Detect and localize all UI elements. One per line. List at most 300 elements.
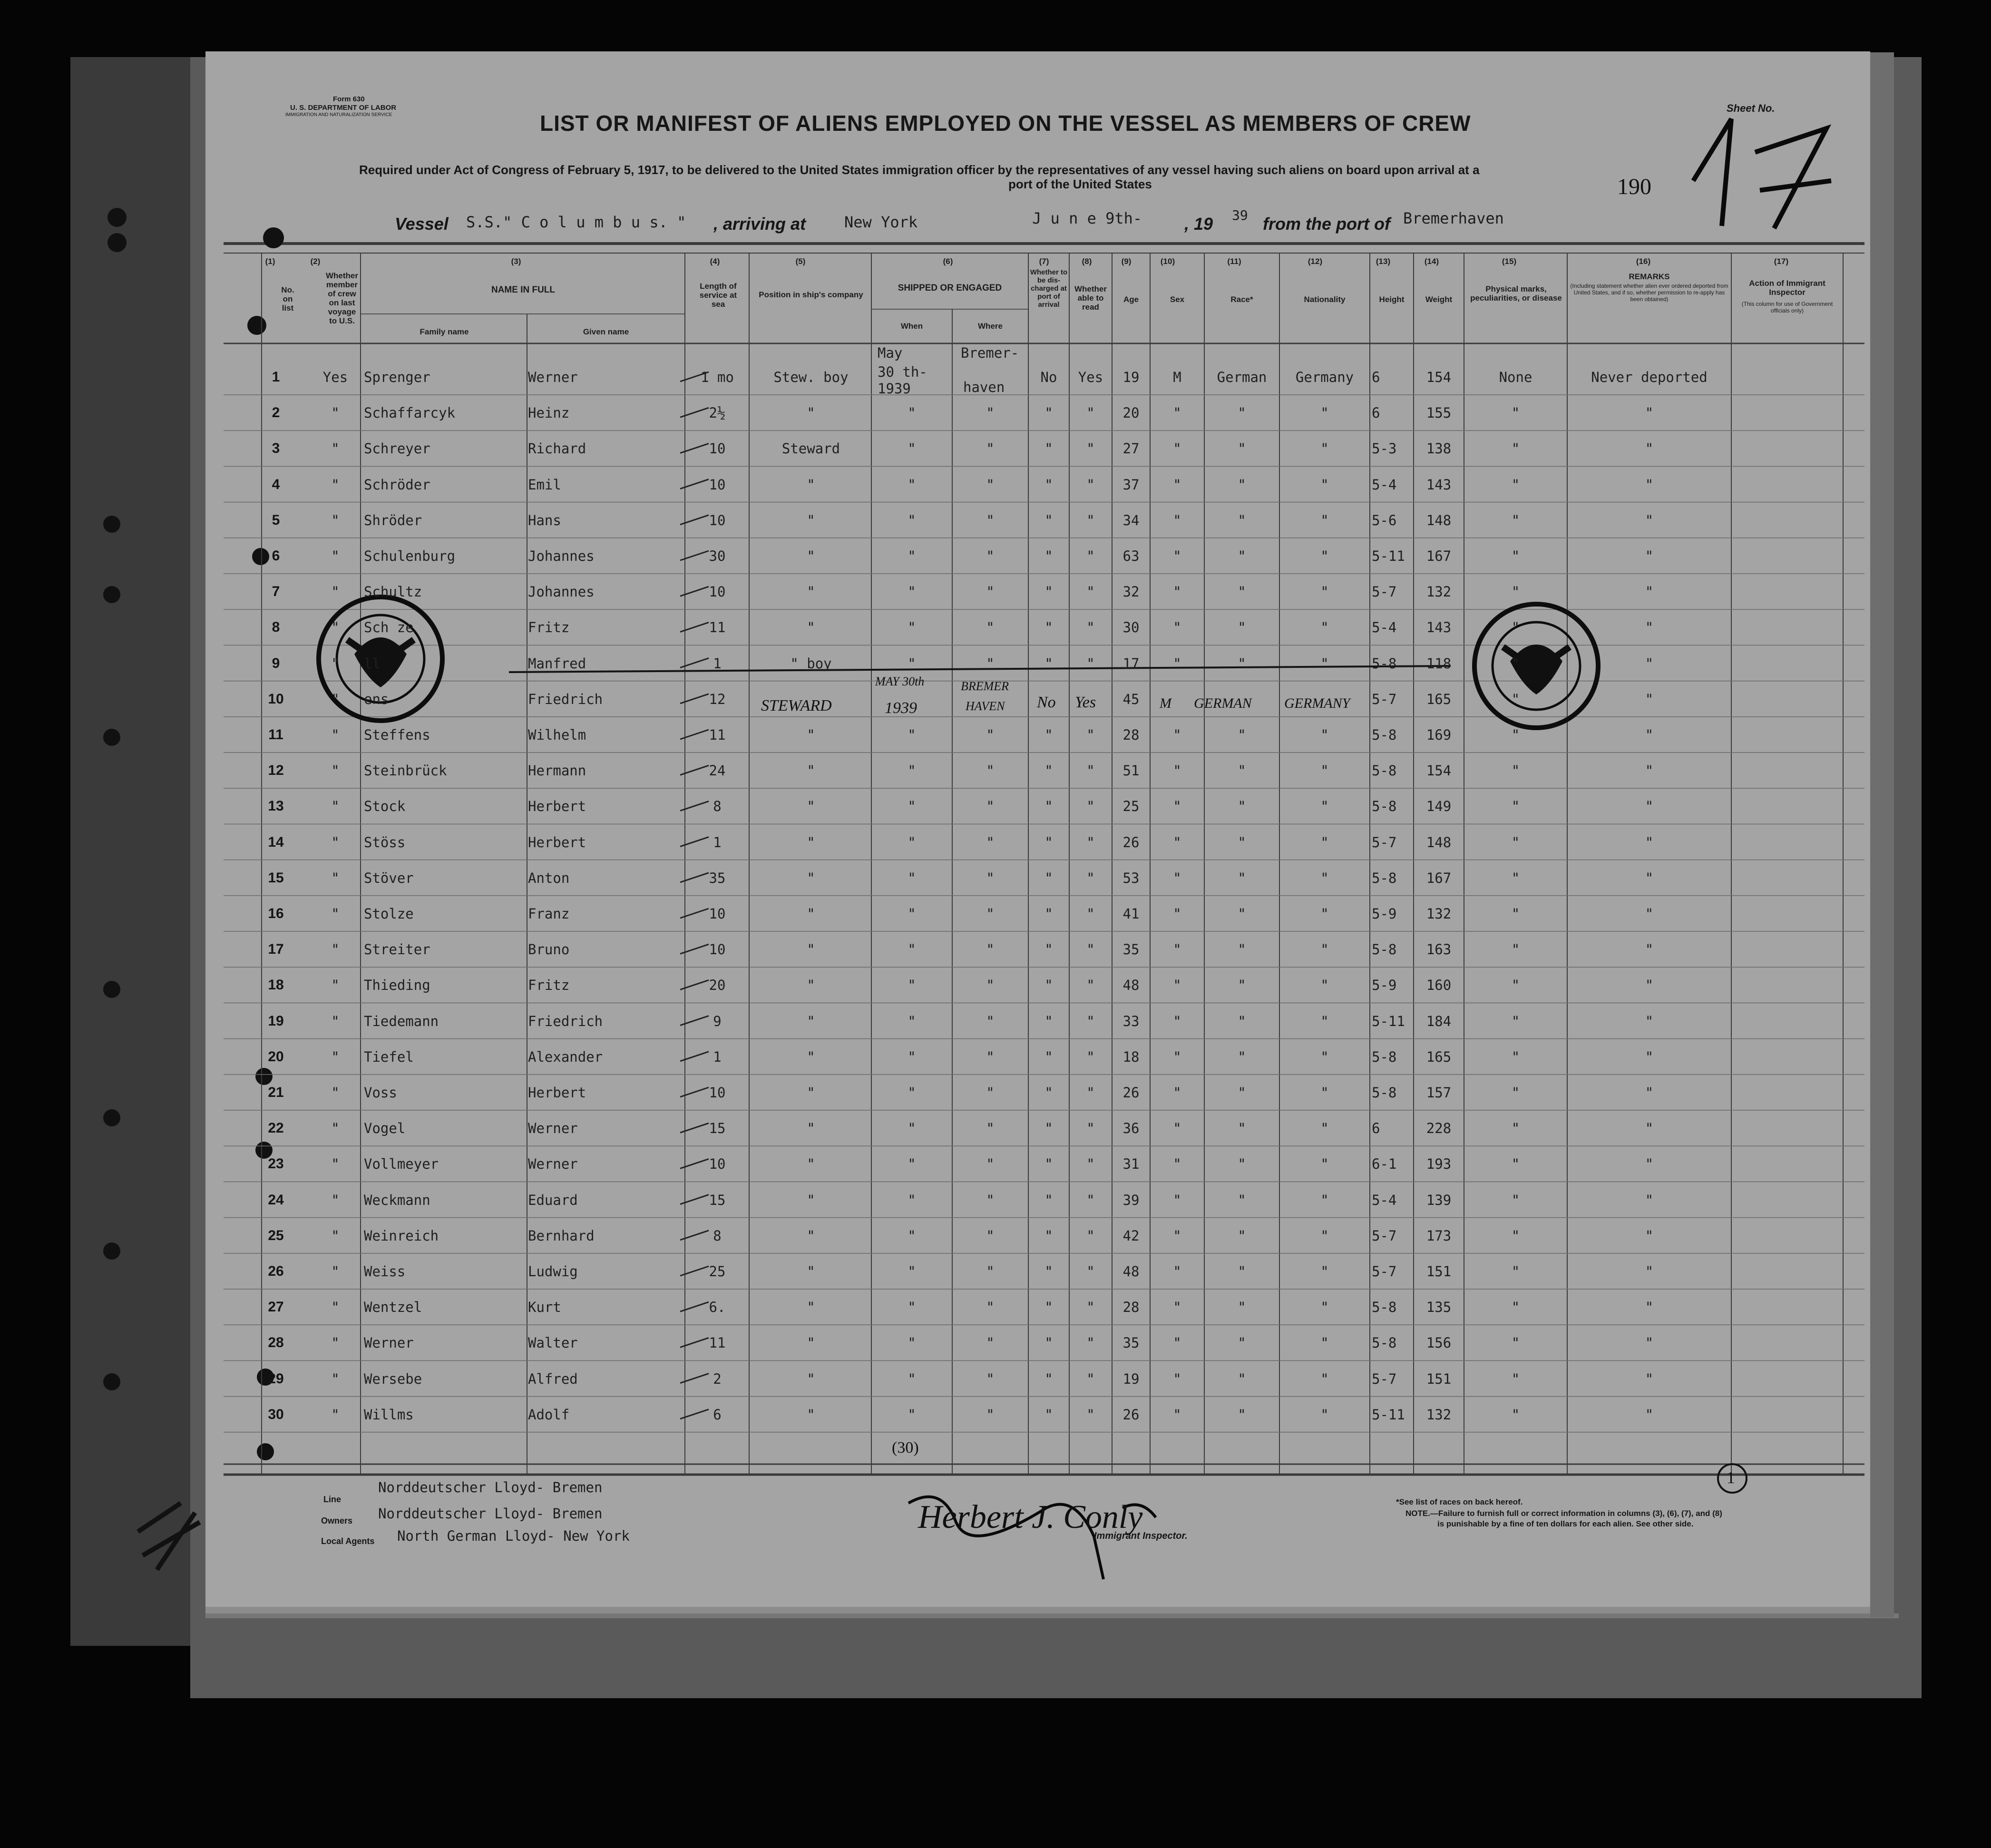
age-cell: 45 (1122, 691, 1140, 707)
weight-cell: 143 (1426, 476, 1452, 493)
marks-cell: None (1499, 369, 1532, 385)
row-number: 26 (268, 1263, 284, 1279)
discharged-cell: " (1044, 834, 1053, 851)
read-cell: " (1086, 727, 1095, 743)
remarks-cell: " (1645, 727, 1654, 743)
family-name-cell: Tiedemann (364, 1013, 439, 1029)
height-cell: 5-8 (1372, 763, 1397, 779)
height-cell: 5-7 (1372, 1263, 1397, 1280)
read-cell: " (1086, 1085, 1095, 1101)
position-cell: " (807, 727, 815, 743)
sex-cell: " (1173, 476, 1181, 493)
crew-cell: " (331, 977, 340, 994)
row-number: 30 (268, 1406, 284, 1422)
where-cell: " (986, 584, 995, 600)
where-cell: " (986, 1085, 995, 1101)
crew-cell: " (331, 1227, 340, 1244)
sex-cell: " (1173, 906, 1181, 922)
family-name-cell: Schröder (364, 476, 430, 493)
family-name-cell: Steffens (364, 727, 430, 743)
marks-cell: " (1511, 1192, 1520, 1208)
read-cell: " (1086, 906, 1095, 922)
read-cell: " (1086, 1335, 1095, 1351)
height-cell: 5-3 (1372, 440, 1397, 457)
discharged-cell: No (1040, 369, 1057, 385)
sex-cell: " (1173, 1192, 1181, 1208)
service-cell: 11 (709, 1335, 726, 1351)
when-cell: " (908, 1085, 916, 1101)
weight-cell: 193 (1426, 1156, 1452, 1173)
row-number: 28 (268, 1335, 284, 1351)
where-cell: " (986, 476, 995, 493)
column-number: (2) (310, 257, 321, 266)
read-cell: " (1086, 476, 1095, 493)
service-cell: 35 (709, 870, 726, 886)
agents-value: North German Lloyd- New York (397, 1528, 630, 1544)
age-cell: 33 (1122, 1013, 1140, 1029)
row-number: 13 (268, 798, 284, 814)
remarks-cell: Never deported (1591, 369, 1708, 385)
where-cell: " (986, 834, 995, 851)
nationality-cell: " (1320, 870, 1329, 886)
service-cell: 6. (709, 1299, 726, 1316)
family-name-cell: Stock (364, 798, 406, 815)
weight-cell: 132 (1426, 1406, 1452, 1423)
race-cell: " (1238, 405, 1246, 421)
row-number: 12 (268, 763, 284, 779)
age-cell: 35 (1122, 941, 1140, 958)
sex-cell: " (1173, 1299, 1181, 1316)
col-header-age: Age (1123, 295, 1139, 304)
height-cell: 5-11 (1372, 1406, 1405, 1423)
row-number: 20 (268, 1048, 284, 1065)
marks-cell: " (1511, 1406, 1520, 1423)
given-name-cell: Herbert (528, 834, 586, 851)
manifest-title: LIST OR MANIFEST OF ALIENS EMPLOYED ON THE VESSEL AS MEMBERS OF CREW (540, 111, 1471, 136)
given-name-cell: Walter (528, 1335, 578, 1351)
weight-cell: 155 (1426, 405, 1452, 421)
column-number: (12) (1308, 257, 1323, 266)
discharged-cell: " (1044, 1192, 1053, 1208)
remarks-cell: " (1645, 405, 1654, 421)
service-label: IMMIGRATION AND NATURALIZATION SERVICE (285, 112, 392, 117)
read-cell: " (1086, 584, 1095, 600)
age-cell: 26 (1122, 1406, 1140, 1423)
discharged-cell: " (1044, 1227, 1053, 1244)
row10-discharged: No (1037, 694, 1056, 711)
service-cell: 8 (713, 798, 722, 815)
discharged-cell: " (1044, 1156, 1053, 1173)
service-cell: 2½ (709, 405, 726, 421)
given-name-cell: Johannes (528, 548, 595, 564)
crew-cell: " (331, 655, 340, 672)
weight-cell: 132 (1426, 584, 1452, 600)
year-prefix: , 19 (1184, 214, 1213, 234)
col-header-where: Where (978, 322, 1003, 331)
discharged-cell: " (1044, 941, 1053, 958)
where-cell: " (986, 798, 995, 815)
where-cell: " (986, 1299, 995, 1316)
row-number: 5 (272, 512, 280, 528)
column-number: (3) (511, 257, 521, 266)
weight-cell: 157 (1426, 1085, 1452, 1101)
when-cell: " (908, 1263, 916, 1280)
row-number: 19 (268, 1013, 284, 1029)
read-cell: " (1086, 1013, 1095, 1029)
discharged-cell: " (1044, 763, 1053, 779)
position-cell: " (807, 1192, 815, 1208)
service-cell: 1 (713, 1048, 722, 1065)
col-header-discharged: Whether to be dis-charged at port of arrival (1030, 268, 1068, 309)
crew-cell: " (331, 405, 340, 421)
row10-where-top: BREMER (961, 679, 1009, 693)
circled-page-number: 1 (1727, 1468, 1735, 1487)
crew-cell: " (331, 1120, 340, 1137)
remarks-cell: " (1645, 476, 1654, 493)
nationality-cell: " (1320, 619, 1329, 636)
crew-cell: " (331, 763, 340, 779)
remarks-cell: " (1645, 1156, 1654, 1173)
service-cell: 11 (709, 727, 726, 743)
crew-cell: " (331, 1048, 340, 1065)
family-name-cell: Schulenburg (364, 548, 456, 564)
weight-cell: 173 (1426, 1227, 1452, 1244)
nationality-cell: " (1320, 512, 1329, 528)
where-cell: " (986, 440, 995, 457)
remarks-cell: " (1645, 584, 1654, 600)
age-cell: 19 (1122, 369, 1140, 385)
row-number: 8 (272, 619, 280, 636)
sex-cell: " (1173, 440, 1181, 457)
when-cell: " (908, 1227, 916, 1244)
position-cell: " (807, 1370, 815, 1387)
race-cell: " (1238, 440, 1246, 457)
vessel-label: Vessel (395, 214, 449, 234)
weight-cell: 149 (1426, 798, 1452, 815)
height-cell: 5-8 (1372, 1299, 1397, 1316)
service-cell: 10 (709, 1156, 726, 1173)
family-name-cell: Sprenger (364, 369, 430, 385)
when-cell: " (908, 655, 916, 672)
col-header-action: Action of Immigrant Inspector (1749, 279, 1825, 297)
family-name-cell: Tiefel (364, 1048, 414, 1065)
when-cell: " (908, 763, 916, 779)
race-cell: " (1238, 727, 1246, 743)
weight-cell: 163 (1426, 941, 1452, 958)
position-cell: Steward (781, 440, 840, 457)
nationality-cell: " (1320, 906, 1329, 922)
given-name-cell: Richard (528, 440, 586, 457)
family-name-cell: Shröder (364, 512, 422, 528)
remarks-cell: " (1645, 1370, 1654, 1387)
discharged-cell: " (1044, 1263, 1053, 1280)
given-name-cell: Werner (528, 1156, 578, 1173)
family-name-cell: Werner (364, 1335, 414, 1351)
weight-cell: 118 (1426, 655, 1452, 672)
discharged-cell: " (1044, 440, 1053, 457)
race-cell: German (1217, 369, 1267, 385)
read-cell: " (1086, 548, 1095, 564)
race-cell: " (1238, 655, 1246, 672)
race-cell: " (1238, 1370, 1246, 1387)
sex-cell: " (1173, 1335, 1181, 1351)
age-cell: 20 (1122, 405, 1140, 421)
nationality-cell: " (1320, 977, 1329, 994)
remarks-cell: " (1645, 512, 1654, 528)
age-cell: 32 (1122, 584, 1140, 600)
service-cell: 30 (709, 548, 726, 564)
sex-cell: " (1173, 1120, 1181, 1137)
sex-cell: " (1173, 1370, 1181, 1387)
remarks-cell: " (1645, 1335, 1654, 1351)
when-cell: " (908, 1335, 916, 1351)
given-name-cell: Manfred (528, 655, 586, 672)
crew-cell: " (331, 1156, 340, 1173)
read-cell: " (1086, 405, 1095, 421)
where-cell: " (986, 763, 995, 779)
position-cell: " (807, 1299, 815, 1316)
weight-cell: 167 (1426, 548, 1452, 564)
service-cell: 10 (709, 906, 726, 922)
remarks-cell: " (1645, 977, 1654, 994)
when-cell: " (908, 870, 916, 886)
row10-when-bot: 1939 (885, 699, 917, 717)
year-suffix: 39 (1232, 207, 1248, 223)
age-cell: 27 (1122, 440, 1140, 457)
where-cell: " (986, 1120, 995, 1137)
read-cell: " (1086, 655, 1095, 672)
discharged-cell: " (1044, 798, 1053, 815)
discharged-cell: " (1044, 405, 1053, 421)
weight-cell: 143 (1426, 619, 1452, 636)
nationality-cell: " (1320, 1263, 1329, 1280)
weight-cell: 148 (1426, 834, 1452, 851)
crew-cell: " (331, 619, 340, 636)
discharged-cell: " (1044, 1335, 1053, 1351)
when-cell: " (908, 906, 916, 922)
row-number: 6 (272, 548, 280, 564)
column-number: (5) (795, 257, 806, 266)
read-cell: " (1086, 941, 1095, 958)
sex-cell: " (1173, 798, 1181, 815)
marks-cell: " (1511, 619, 1520, 636)
race-cell: " (1238, 834, 1246, 851)
column-number: (15) (1502, 257, 1517, 266)
position-cell: " (807, 870, 815, 886)
when-cell: " (908, 727, 916, 743)
height-cell: 6 (1372, 369, 1380, 385)
sex-cell: " (1173, 727, 1181, 743)
row-number: 25 (268, 1227, 284, 1243)
row1-when-bot: 1939 (878, 381, 911, 397)
marks-cell: " (1511, 1227, 1520, 1244)
marks-cell: " (1511, 405, 1520, 421)
column-number: (10) (1160, 257, 1175, 266)
service-cell: 20 (709, 977, 726, 994)
height-cell: 5-8 (1372, 1335, 1397, 1351)
when-cell: " (908, 512, 916, 528)
crew-cell: " (331, 1299, 340, 1316)
sex-cell: " (1173, 834, 1181, 851)
height-cell: 5-8 (1372, 1085, 1397, 1101)
read-cell: " (1086, 1299, 1095, 1316)
service-cell: 2 (713, 1370, 722, 1387)
read-cell: " (1086, 1227, 1095, 1244)
weight-cell: 167 (1426, 870, 1452, 886)
nationality-cell: " (1320, 405, 1329, 421)
family-name-cell: Voss (364, 1085, 397, 1101)
row10-when-top: MAY 30th (875, 675, 925, 688)
column-number: (8) (1082, 257, 1092, 266)
when-cell: " (908, 1370, 916, 1387)
read-cell: " (1086, 619, 1095, 636)
crew-cell: " (331, 870, 340, 886)
owners-value: Norddeutscher Lloyd- Bremen (378, 1506, 603, 1522)
discharged-cell: " (1044, 512, 1053, 528)
remarks-cell: " (1645, 1013, 1654, 1029)
race-cell: " (1238, 1299, 1246, 1316)
when-cell: " (908, 619, 916, 636)
when-cell: " (908, 1192, 916, 1208)
marks-cell: " (1511, 440, 1520, 457)
race-cell: " (1238, 1013, 1246, 1029)
discharged-cell: " (1044, 1085, 1053, 1101)
column-number: (4) (710, 257, 720, 266)
race-cell: " (1238, 548, 1246, 564)
col-header-crew: Whether member of crew on last voyage to U.S. (326, 271, 358, 325)
age-cell: 35 (1122, 1335, 1140, 1351)
family-name-cell: Schultz (364, 584, 422, 600)
service-cell: 11 (709, 619, 726, 636)
service-cell: 10 (709, 1085, 726, 1101)
form-number: Form 630 (333, 95, 365, 103)
column-number: (7) (1039, 257, 1049, 266)
when-cell: " (908, 548, 916, 564)
age-cell: 37 (1122, 476, 1140, 493)
when-cell: " (908, 798, 916, 815)
nationality-cell: " (1320, 1156, 1329, 1173)
height-cell: 5-8 (1372, 941, 1397, 958)
sex-cell: " (1173, 1013, 1181, 1029)
sex-cell: " (1173, 548, 1181, 564)
service-cell: 24 (709, 763, 726, 779)
when-cell: " (908, 1406, 916, 1423)
sex-cell: " (1173, 870, 1181, 886)
family-name-cell: ll (364, 655, 381, 672)
race-cell: " (1238, 763, 1246, 779)
given-name-cell: Bruno (528, 941, 570, 958)
when-cell: " (908, 405, 916, 421)
position-cell: " (807, 548, 815, 564)
when-cell: " (908, 834, 916, 851)
sex-cell: " (1173, 405, 1181, 421)
race-cell: " (1238, 619, 1246, 636)
col-header-read: Whether able to read (1074, 284, 1107, 312)
height-cell: 5-8 (1372, 727, 1397, 743)
sex-cell: " (1173, 1263, 1181, 1280)
given-name-cell: Wilhelm (528, 727, 586, 743)
given-name-cell: Hermann (528, 763, 586, 779)
nationality-cell: " (1320, 727, 1329, 743)
column-number: (6) (943, 257, 953, 266)
service-cell: 1 (713, 834, 722, 851)
race-cell: " (1238, 1227, 1246, 1244)
remarks-cell: " (1645, 1120, 1654, 1137)
service-cell: 10 (709, 440, 726, 457)
discharged-cell: " (1044, 619, 1053, 636)
discharged-cell: " (1044, 548, 1053, 564)
position-cell: " (807, 798, 815, 815)
where-cell: " (986, 1335, 995, 1351)
nationality-cell: " (1320, 798, 1329, 815)
row10-where-bot: HAVEN (966, 699, 1005, 713)
height-cell: 5-7 (1372, 691, 1397, 707)
col-header-family: Family name (420, 327, 469, 336)
given-name-cell: Eduard (528, 1192, 578, 1208)
where-cell: " (986, 1370, 995, 1387)
row-number: 4 (272, 476, 280, 492)
height-cell: 5-7 (1372, 584, 1397, 600)
family-name-cell: Wentzel (364, 1299, 422, 1316)
remarks-cell: " (1645, 798, 1654, 815)
inspector-label: Immigrant Inspector. (1094, 1531, 1188, 1541)
read-cell: " (1086, 1192, 1095, 1208)
position-cell: " (807, 1013, 815, 1029)
position-cell: " (807, 1048, 815, 1065)
manifest-subtitle-1: Required under Act of Congress of February 5, 1917, to be delivered to the United States immigration officer by the representatives of any vessel having such aliens on board upon arrival at a (359, 163, 1480, 177)
weight-cell: 165 (1426, 1048, 1452, 1065)
when-cell: " (908, 440, 916, 457)
service-cell: 1 mo (701, 369, 734, 385)
remarks-cell: " (1645, 440, 1654, 457)
given-name-cell: Friedrich (528, 691, 603, 707)
race-cell: " (1238, 798, 1246, 815)
arriving-label: , arriving at (713, 214, 806, 234)
height-cell: 5-8 (1372, 1048, 1397, 1065)
nationality-cell: " (1320, 440, 1329, 457)
age-cell: 26 (1122, 834, 1140, 851)
position-cell: " (807, 1263, 815, 1280)
height-cell: 6 (1372, 1120, 1380, 1137)
col-header-weight: Weight (1425, 295, 1453, 304)
read-cell: " (1086, 1048, 1095, 1065)
when-cell: " (908, 1048, 916, 1065)
discharged-cell: " (1044, 1406, 1053, 1423)
weight-cell: 169 (1426, 727, 1452, 743)
remarks-cell: " (1645, 1299, 1654, 1316)
sex-cell: M (1173, 369, 1181, 385)
where-cell: " (986, 512, 995, 528)
family-name-cell: ens (364, 691, 389, 707)
marks-cell: " (1511, 941, 1520, 958)
sex-cell: " (1173, 977, 1181, 994)
family-name-cell: Stöver (364, 870, 414, 886)
sex-cell: " (1173, 1085, 1181, 1101)
given-name-cell: Fritz (528, 619, 570, 636)
when-cell: " (908, 977, 916, 994)
given-name-cell: Fritz (528, 977, 570, 994)
remarks-cell: " (1645, 1406, 1654, 1423)
column-number: (11) (1227, 257, 1241, 266)
given-name-cell: Heinz (528, 405, 570, 421)
where-cell: " (986, 727, 995, 743)
given-name-cell: Herbert (528, 798, 586, 815)
marks-cell: " (1511, 798, 1520, 815)
family-name-cell: Thieding (364, 977, 430, 994)
crew-cell: " (331, 1085, 340, 1101)
race-note: *See list of races on back hereof. (1396, 1497, 1523, 1506)
where-cell: " (986, 655, 995, 672)
